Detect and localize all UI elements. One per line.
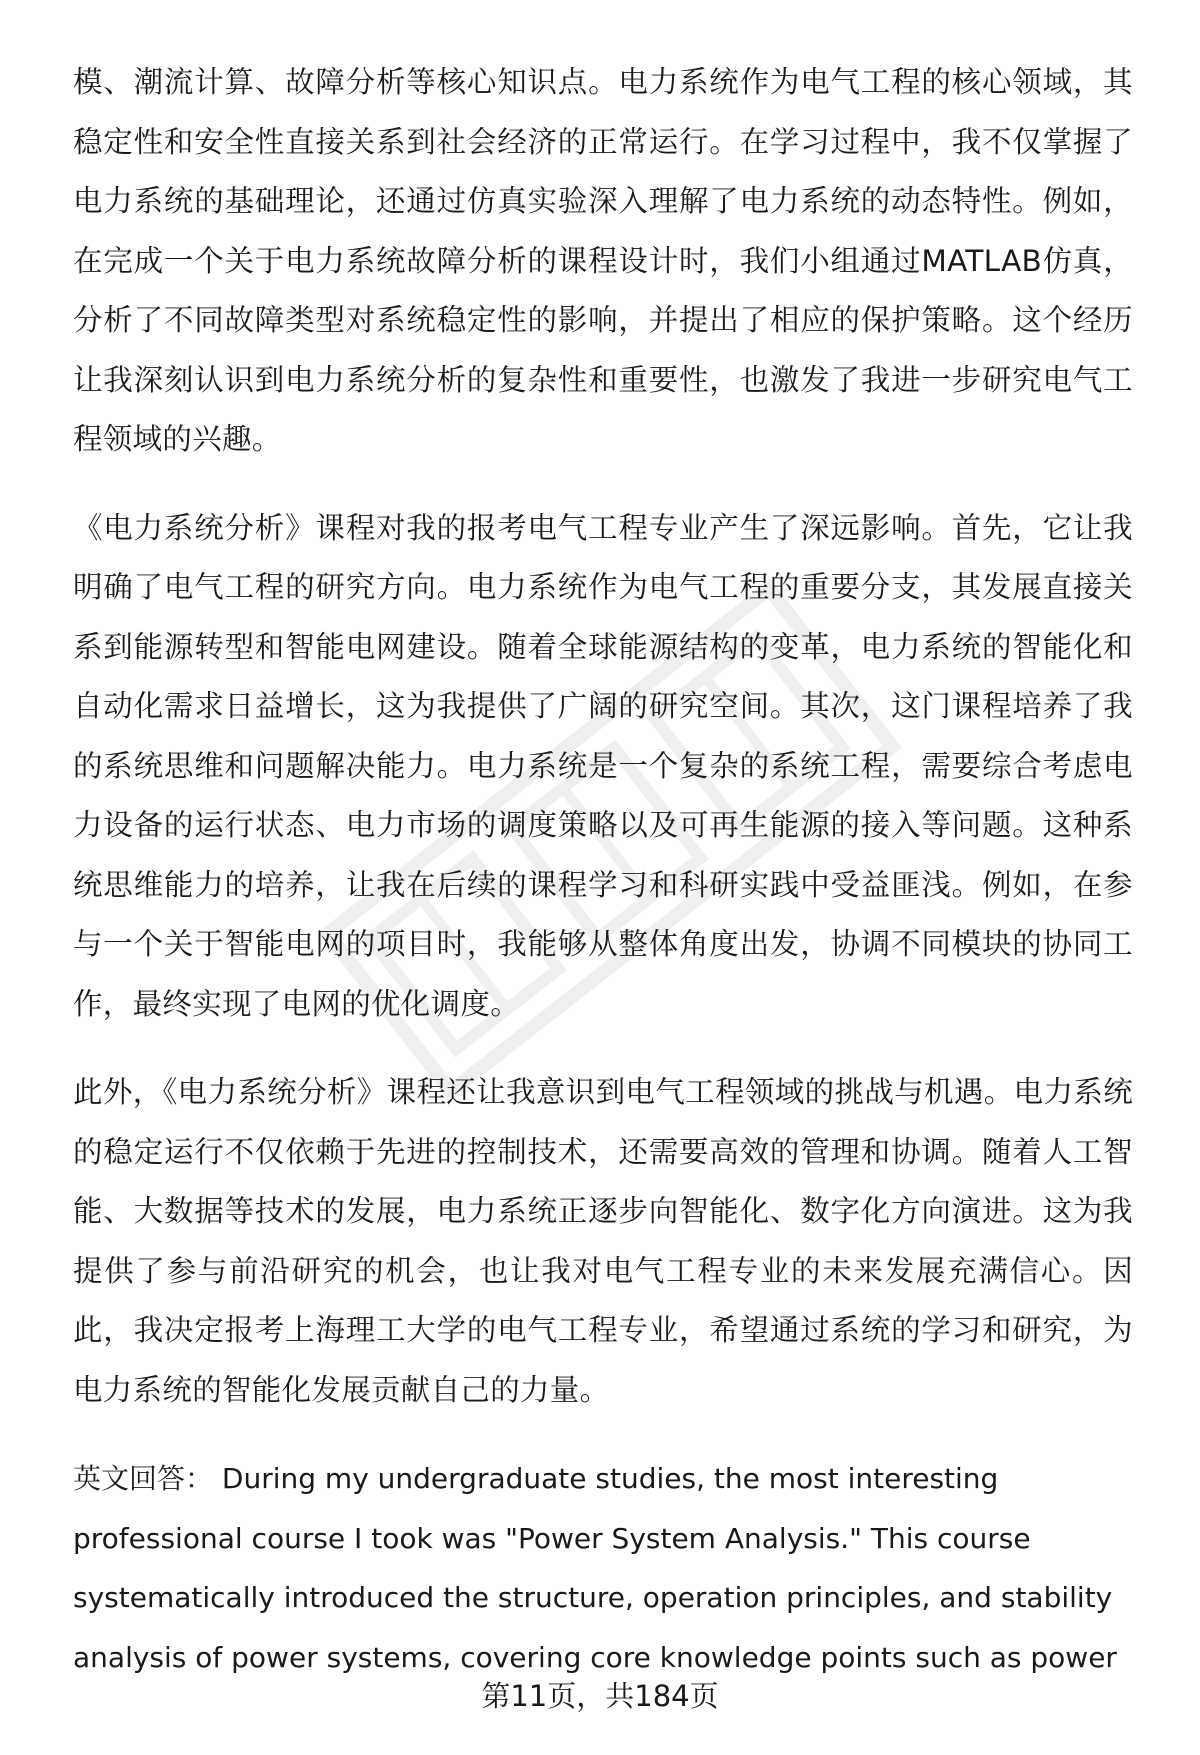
document-body	[73, 53, 1133, 1716]
paragraph-english-answer: 英文回答： During my undergraduate studies, the most interesting professional course I took was "Power System Analysis." This course systematically introduced the structure, operation principles, and stability analysis of power systems, covering core knowledge points such as power	[73, 1462, 1117, 1674]
page-number-footer: 第11页，共184页	[481, 1679, 719, 1713]
paragraph-challenges-opportunities: 此外，《电力系统分析》课程还让我意识到电气工程领域的挑战与机遇。电力系统的稳定运行不仅依赖于先进的控制技术，还需要高效的管理和协调。随着人工智能、大数据等技术的发展，电力系统正逐步向智能化、数字化方向演进。这为我提供了参与前沿研究的机会，也让我对电气工程专业的未来发展充满信心。因此，我决定报考上海理工大学的电气工程专业，希望通过系统的学习和研究，为电力系统的智能化发展贡献自己的力量。	[73, 1075, 1133, 1407]
paragraph-course-influence: 《电力系统分析》课程对我的报考电气工程专业产生了深远影响。首先，它让我明确了电气工程的研究方向。电力系统作为电气工程的重要分支，其发展直接关系到能源转型和智能电网建设。随着全球能源结构的变革，电力系统的智能化和自动化需求日益增长，这为我提供了广阔的研究空间。其次，这门课程培养了我的系统思维和问题解决能力。电力系统是一个复杂的系统工程，需要综合考虑电力设备的运行状态、电力市场的调度策略以及可再生能源的接入等问题。这种系统思维能力的培养，让我在后续的课程学习和科研实践中受益匪浅。例如，在参与一个关于智能电网的项目时，我能够从整体角度出发，协调不同模块的协同工作，最终实现了电网的优化调度。	[73, 510, 1133, 1021]
paragraph-course-intro-continued: 模、潮流计算、故障分析等核心知识点。电力系统作为电气工程的核心领域，其稳定性和安全性直接关系到社会经济的正常运行。在学习过程中，我不仅掌握了电力系统的基础理论，还通过仿真实验深入理解了电力系统的动态特性。例如，在完成一个关于电力系统故障分析的课程设计时，我们小组通过MATLAB仿真，分析了不同故障类型对系统稳定性的影响，并提出了相应的保护策略。这个经历让我深刻认识到电力系统分析的复杂性和重要性，也激发了我进一步研究电气工程领域的兴趣。	[73, 65, 1133, 456]
